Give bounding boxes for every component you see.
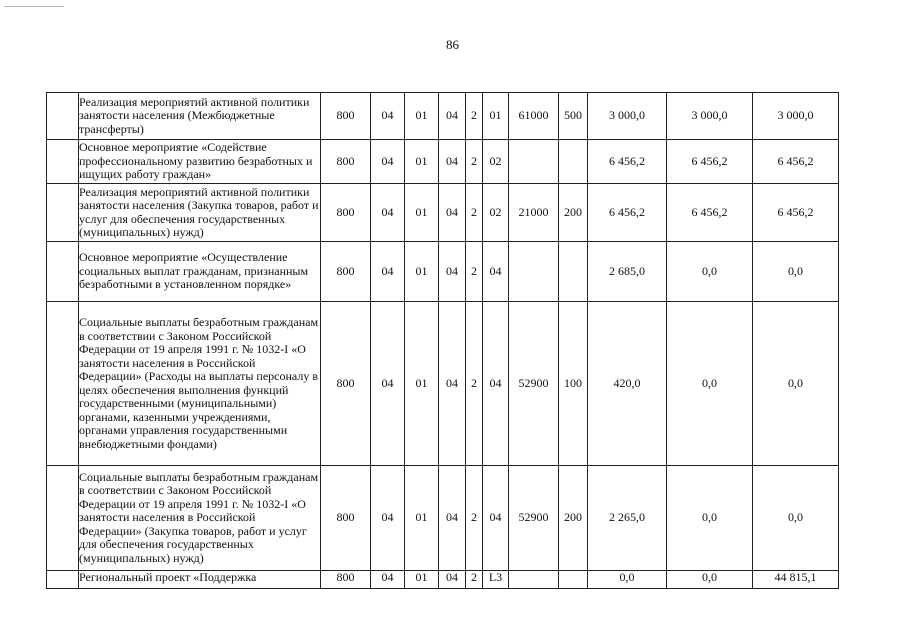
amount-year-1: 6 456,2 xyxy=(588,184,667,242)
subsection-code: 01 xyxy=(405,466,439,571)
table-row xyxy=(47,140,839,184)
page-number: 86 xyxy=(446,37,459,52)
event-code: 04 xyxy=(483,242,509,302)
row-stub-cell xyxy=(47,140,79,184)
row-stub-cell xyxy=(47,93,79,140)
section-code: 04 xyxy=(371,571,405,589)
subsection-code: 01 xyxy=(405,571,439,589)
amount-year-3: 0,0 xyxy=(753,466,839,571)
section-code: 04 xyxy=(371,466,405,571)
amount-year-1: 6 456,2 xyxy=(588,140,667,184)
amount-year-2: 6 456,2 xyxy=(667,140,753,184)
table-row xyxy=(47,93,839,140)
event-code: 02 xyxy=(483,140,509,184)
program-code: 04 xyxy=(439,242,466,302)
section-code: 04 xyxy=(371,184,405,242)
direction-code: 21000 xyxy=(509,184,559,242)
expense-type-code: 200 xyxy=(559,184,588,242)
subsection-code: 01 xyxy=(405,184,439,242)
amount-year-2: 3 000,0 xyxy=(667,93,753,140)
expense-type-code xyxy=(559,571,588,589)
ministry-code: 800 xyxy=(321,93,371,140)
direction-code: 61000 xyxy=(509,93,559,140)
table-row xyxy=(47,302,839,466)
row-stub-cell xyxy=(47,302,79,466)
subprogram-code: 2 xyxy=(466,184,483,242)
expense-type-code xyxy=(559,140,588,184)
expense-type-code: 500 xyxy=(559,93,588,140)
program-code: 04 xyxy=(439,140,466,184)
subprogram-code: 2 xyxy=(466,466,483,571)
row-name: Социальные выплаты безработным гражданам в соответствии с Законом Российской Федерации от 19 апреля 1991 г. № 1032-I «О занятости населения в Российской Федерации» (Расходы на выплаты персоналу в целях обеспечения выполнения функций государственными (муниципальными) органами, казенными учреждениями, органами управления государственными внебюджетными фондами) xyxy=(79,302,321,466)
subprogram-code: 2 xyxy=(466,242,483,302)
amount-year-1: 2 265,0 xyxy=(588,466,667,571)
event-code: 01 xyxy=(483,93,509,140)
amount-year-3: 0,0 xyxy=(753,242,839,302)
ministry-code: 800 xyxy=(321,242,371,302)
row-stub-cell xyxy=(47,184,79,242)
direction-code: 52900 xyxy=(509,466,559,571)
scan-artifact xyxy=(4,6,64,9)
row-name: Реализация мероприятий активной политики занятости населения (Межбюджетные трансферты) xyxy=(79,93,321,140)
event-code: 02 xyxy=(483,184,509,242)
program-code: 04 xyxy=(439,302,466,466)
program-code: 04 xyxy=(439,466,466,571)
expense-type-code xyxy=(559,242,588,302)
amount-year-2: 0,0 xyxy=(667,571,753,589)
amount-year-1: 420,0 xyxy=(588,302,667,466)
ministry-code: 800 xyxy=(321,571,371,589)
budget-table xyxy=(46,92,839,589)
amount-year-2: 0,0 xyxy=(667,302,753,466)
row-name: Реализация мероприятий активной политики занятости населения (Закупка товаров, работ и услуг для обеспечения государственных (муниципальных) нужд) xyxy=(79,184,321,242)
subprogram-code: 2 xyxy=(466,140,483,184)
amount-year-1: 2 685,0 xyxy=(588,242,667,302)
table-row xyxy=(47,466,839,571)
table-row xyxy=(47,571,839,589)
subsection-code: 01 xyxy=(405,242,439,302)
program-code: 04 xyxy=(439,571,466,589)
amount-year-1: 0,0 xyxy=(588,571,667,589)
program-code: 04 xyxy=(439,93,466,140)
direction-code: 52900 xyxy=(509,302,559,466)
row-name: Социальные выплаты безработным гражданам в соответствии с Законом Российской Федерации от 19 апреля 1991 г. № 1032-I «О занятости населения в Российской Федерации» (Закупка товаров, работ и услуг для обеспечения государственных (муниципальных) нужд) xyxy=(79,466,321,571)
section-code: 04 xyxy=(371,302,405,466)
event-code: L3 xyxy=(483,571,509,589)
expense-type-code: 100 xyxy=(559,302,588,466)
row-name: Региональный проект «Поддержка xyxy=(79,571,321,589)
section-code: 04 xyxy=(371,140,405,184)
amount-year-2: 0,0 xyxy=(667,466,753,571)
ministry-code: 800 xyxy=(321,140,371,184)
ministry-code: 800 xyxy=(321,302,371,466)
row-stub-cell xyxy=(47,466,79,571)
program-code: 04 xyxy=(439,184,466,242)
amount-year-1: 3 000,0 xyxy=(588,93,667,140)
subsection-code: 01 xyxy=(405,302,439,466)
direction-code xyxy=(509,571,559,589)
event-code: 04 xyxy=(483,302,509,466)
subsection-code: 01 xyxy=(405,93,439,140)
table-body xyxy=(47,93,839,589)
row-name: Основное мероприятие «Осуществление социальных выплат гражданам, признанным безработными в установленном порядке» xyxy=(79,242,321,302)
amount-year-3: 3 000,0 xyxy=(753,93,839,140)
amount-year-3: 0,0 xyxy=(753,302,839,466)
row-stub-cell xyxy=(47,242,79,302)
direction-code xyxy=(509,242,559,302)
subprogram-code: 2 xyxy=(466,302,483,466)
section-code: 04 xyxy=(371,93,405,140)
amount-year-3: 6 456,2 xyxy=(753,140,839,184)
amount-year-3: 44 815,1 xyxy=(753,571,839,589)
amount-year-3: 6 456,2 xyxy=(753,184,839,242)
subprogram-code: 2 xyxy=(466,93,483,140)
event-code: 04 xyxy=(483,466,509,571)
ministry-code: 800 xyxy=(321,184,371,242)
table-row xyxy=(47,184,839,242)
amount-year-2: 0,0 xyxy=(667,242,753,302)
expense-type-code: 200 xyxy=(559,466,588,571)
amount-year-2: 6 456,2 xyxy=(667,184,753,242)
direction-code xyxy=(509,140,559,184)
row-stub-cell xyxy=(47,571,79,589)
section-code: 04 xyxy=(371,242,405,302)
table-row xyxy=(47,242,839,302)
ministry-code: 800 xyxy=(321,466,371,571)
row-name: Основное мероприятие «Содействие профессиональному развитию безработных и ищущих работу граждан» xyxy=(79,140,321,184)
subsection-code: 01 xyxy=(405,140,439,184)
subprogram-code: 2 xyxy=(466,571,483,589)
